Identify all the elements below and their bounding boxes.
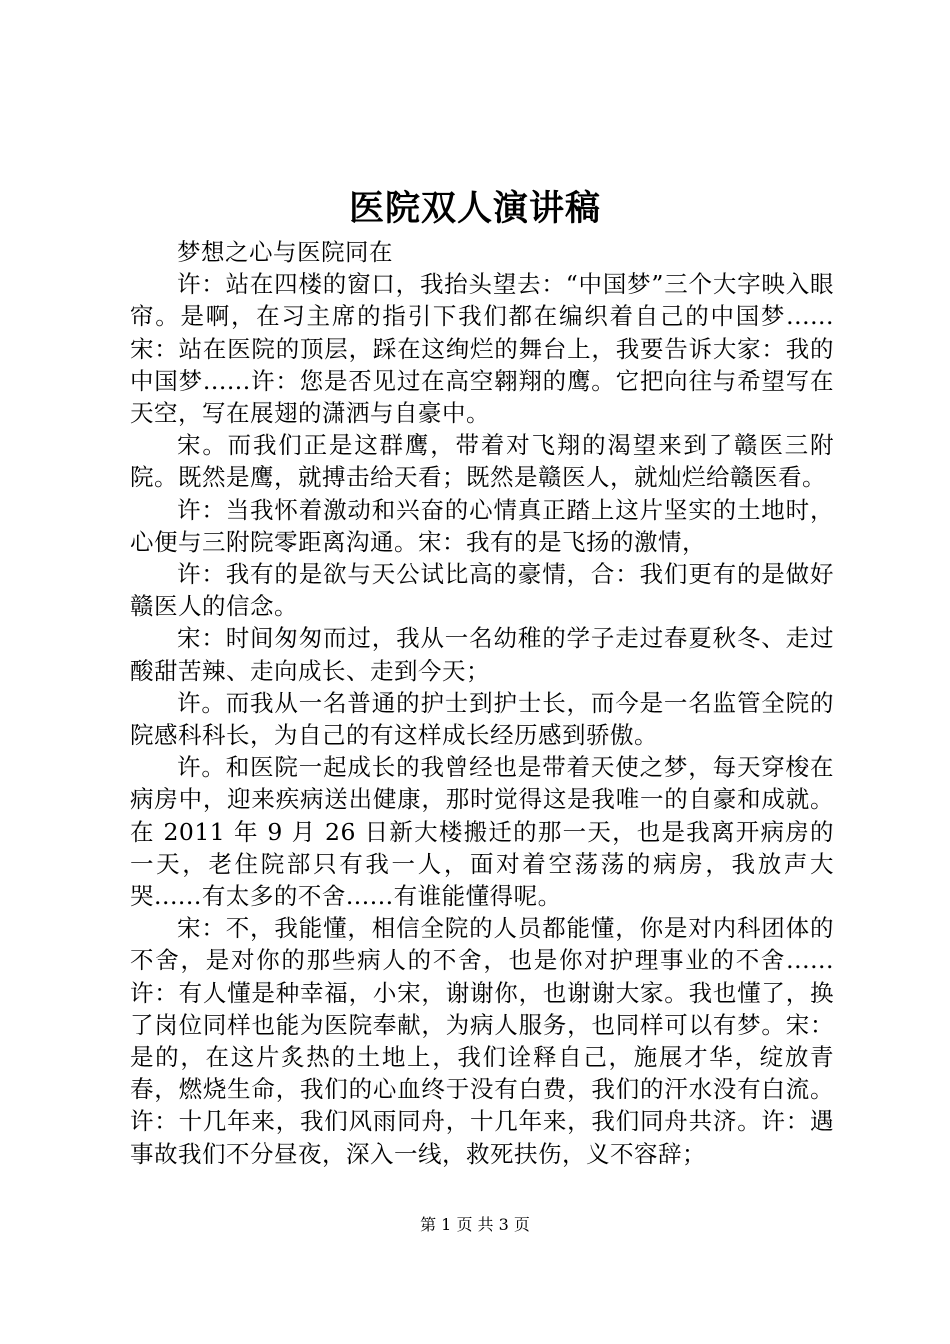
paragraph-subtitle: 梦想之心与医院同在 bbox=[177, 238, 393, 266]
paragraph: 宋：时间匆匆而过，我从一名幼稚的学子走过春夏秋冬、走过酸甜苦辣、走向成长、走到今天； bbox=[130, 624, 834, 685]
paragraph: 许：当我怀着激动和兴奋的心情真正踏上这片坚实的土地时，心便与三附院零距离沟通。宋：我有的是飞扬的激情， bbox=[130, 495, 834, 556]
document-title: 医院双人演讲稿 bbox=[348, 188, 601, 229]
paragraph: 许：站在四楼的窗口，我抬头望去：“中国梦”三个大字映入眼帘。是啊，在习主席的指引下我们都在编织着自己的中国梦......宋：站在医院的顶层，踩在这绚烂的舞台上，我要告诉大家：我的中国梦......许：您是否见过在高空翱翔的鹰。它把向往与希望写在天空，写在展翅的潇洒与自豪中。 bbox=[130, 270, 834, 428]
paragraph: 宋：不，我能懂，相信全院的人员都能懂，你是对内科团体的不舍，是对你的那些病人的不舍，也是你对护理事业的不舍......许：有人懂是种幸福，小宋，谢谢你，也谢谢大家。我也懂了，换了岗位同样也能为医院奉献，为病人服务，也同样可以有梦。宋：是的，在这片炙热的土地上，我们诠释自己，施展才华，绽放青春，燃烧生命，我们的心血终于没有白费，我们的汗水没有白流。许：十几年来，我们风雨同舟，十几年来，我们同舟共济。许：遇事故我们不分昼夜，深入一线，救死扶伤，义不容辞； bbox=[130, 914, 834, 1168]
paragraph: 许。和医院一起成长的我曾经也是带着天使之梦，每天穿梭在病房中，迎来疾病送出健康，那时觉得这是我唯一的自豪和成就。在 2011 年 9 月 26 日新大楼搬迁的那一天，也是我离开病房的一天，老住院部只有我一人，面对着空荡荡的病房，我放声大哭......有太多的不舍......有谁能懂得呢。 bbox=[130, 753, 834, 911]
paragraph: 许。而我从一名普通的护士到护士长，而今是一名监管全院的院感科科长，为自己的有这样成长经历感到骄傲。 bbox=[130, 688, 834, 750]
page-footer: 第 1 页 共 3 页 bbox=[420, 1215, 530, 1234]
document-body bbox=[130, 236, 834, 1170]
paragraph: 许：我有的是欲与天公试比高的豪情，合：我们更有的是做好赣医人的信念。 bbox=[130, 560, 834, 621]
paragraph: 宋。而我们正是这群鹰，带着对飞翔的渴望来到了赣医三附院。既然是鹰，就搏击给天看；既然是赣医人，就灿烂给赣医看。 bbox=[130, 431, 834, 492]
